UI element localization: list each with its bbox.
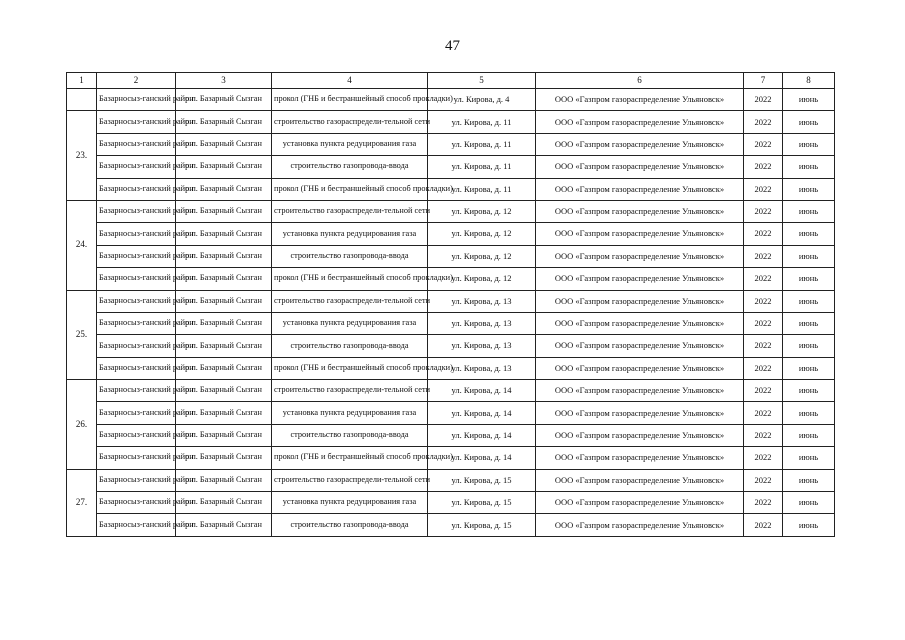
- month-cell: июнь: [783, 402, 835, 424]
- month-cell: июнь: [783, 156, 835, 178]
- table-row: [67, 268, 835, 290]
- work-type-cell: строительство газораспредели-тельной сети: [272, 200, 428, 222]
- year-cell: 2022: [744, 447, 783, 469]
- table-row: [67, 380, 835, 402]
- month-cell: июнь: [783, 357, 835, 379]
- column-header: 7: [744, 73, 783, 89]
- work-type-cell: строительство газопровода-ввода: [272, 156, 428, 178]
- table-row: [67, 312, 835, 334]
- year-cell: 2022: [744, 245, 783, 267]
- organization-cell: ООО «Газпром газораспределение Ульяновск»: [536, 156, 744, 178]
- settlement-cell: р.п. Базарный Сызган: [176, 156, 272, 178]
- district-cell: Базарносыз-ганский район: [97, 89, 176, 111]
- organization-cell: ООО «Газпром газораспределение Ульяновск»: [536, 178, 744, 200]
- district-cell: Базарносыз-ганский район: [97, 424, 176, 446]
- work-type-cell: установка пункта редуцирования газа: [272, 312, 428, 334]
- year-cell: 2022: [744, 312, 783, 334]
- settlement-cell: р.п. Базарный Сызган: [176, 514, 272, 536]
- month-cell: июнь: [783, 447, 835, 469]
- address-cell: ул. Кирова, д. 12: [428, 245, 536, 267]
- item-number-cell: 25.: [67, 290, 97, 380]
- year-cell: 2022: [744, 89, 783, 111]
- district-cell: Базарносыз-ганский район: [97, 335, 176, 357]
- district-cell: Базарносыз-ганский район: [97, 178, 176, 200]
- table-row: [67, 178, 835, 200]
- year-cell: 2022: [744, 223, 783, 245]
- address-cell: ул. Кирова, д. 12: [428, 268, 536, 290]
- address-cell: ул. Кирова, д. 11: [428, 156, 536, 178]
- organization-cell: ООО «Газпром газораспределение Ульяновск»: [536, 424, 744, 446]
- settlement-cell: р.п. Базарный Сызган: [176, 492, 272, 514]
- address-cell: ул. Кирова, д. 14: [428, 447, 536, 469]
- item-number-cell: 23.: [67, 111, 97, 201]
- district-cell: Базарносыз-ганский район: [97, 469, 176, 491]
- column-header: 3: [176, 73, 272, 89]
- settlement-cell: р.п. Базарный Сызган: [176, 335, 272, 357]
- month-cell: июнь: [783, 89, 835, 111]
- work-type-cell: строительство газопровода-ввода: [272, 514, 428, 536]
- organization-cell: ООО «Газпром газораспределение Ульяновск»: [536, 357, 744, 379]
- month-cell: июнь: [783, 335, 835, 357]
- address-cell: ул. Кирова, д. 13: [428, 290, 536, 312]
- settlement-cell: р.п. Базарный Сызган: [176, 178, 272, 200]
- month-cell: июнь: [783, 492, 835, 514]
- schedule-table: [66, 72, 835, 537]
- column-header: 4: [272, 73, 428, 89]
- district-cell: Базарносыз-ганский район: [97, 357, 176, 379]
- settlement-cell: р.п. Базарный Сызган: [176, 402, 272, 424]
- table-row: [67, 357, 835, 379]
- year-cell: 2022: [744, 178, 783, 200]
- item-number-cell: 24.: [67, 200, 97, 290]
- settlement-cell: р.п. Базарный Сызган: [176, 469, 272, 491]
- district-cell: Базарносыз-ганский район: [97, 402, 176, 424]
- work-type-cell: прокол (ГНБ и бестраншейный способ прокладки): [272, 89, 428, 111]
- column-header: 8: [783, 73, 835, 89]
- table-row: [67, 514, 835, 536]
- table-row: [67, 89, 835, 111]
- month-cell: июнь: [783, 424, 835, 446]
- work-type-cell: прокол (ГНБ и бестраншейный способ прокладки): [272, 268, 428, 290]
- page-number: 47: [445, 38, 460, 54]
- organization-cell: ООО «Газпром газораспределение Ульяновск»: [536, 492, 744, 514]
- table-row: [67, 245, 835, 267]
- month-cell: июнь: [783, 268, 835, 290]
- settlement-cell: р.п. Базарный Сызган: [176, 245, 272, 267]
- table-row: [67, 290, 835, 312]
- district-cell: Базарносыз-ганский район: [97, 268, 176, 290]
- work-type-cell: строительство газораспредели-тельной сети: [272, 380, 428, 402]
- column-header: 5: [428, 73, 536, 89]
- address-cell: ул. Кирова, д. 4: [428, 89, 536, 111]
- organization-cell: ООО «Газпром газораспределение Ульяновск»: [536, 335, 744, 357]
- work-type-cell: установка пункта редуцирования газа: [272, 223, 428, 245]
- address-cell: ул. Кирова, д. 11: [428, 178, 536, 200]
- month-cell: июнь: [783, 290, 835, 312]
- table-row: [67, 223, 835, 245]
- settlement-cell: р.п. Базарный Сызган: [176, 424, 272, 446]
- month-cell: июнь: [783, 200, 835, 222]
- settlement-cell: р.п. Базарный Сызган: [176, 200, 272, 222]
- settlement-cell: р.п. Базарный Сызган: [176, 268, 272, 290]
- column-header: 1: [67, 73, 97, 89]
- district-cell: Базарносыз-ганский район: [97, 447, 176, 469]
- district-cell: Базарносыз-ганский район: [97, 245, 176, 267]
- month-cell: июнь: [783, 133, 835, 155]
- work-type-cell: строительство газопровода-ввода: [272, 424, 428, 446]
- month-cell: июнь: [783, 111, 835, 133]
- district-cell: Базарносыз-ганский район: [97, 223, 176, 245]
- organization-cell: ООО «Газпром газораспределение Ульяновск»: [536, 514, 744, 536]
- table-row: [67, 424, 835, 446]
- district-cell: Базарносыз-ганский район: [97, 156, 176, 178]
- month-cell: июнь: [783, 245, 835, 267]
- address-cell: ул. Кирова, д. 13: [428, 357, 536, 379]
- district-cell: Базарносыз-ганский район: [97, 514, 176, 536]
- settlement-cell: р.п. Базарный Сызган: [176, 223, 272, 245]
- district-cell: Базарносыз-ганский район: [97, 200, 176, 222]
- organization-cell: ООО «Газпром газораспределение Ульяновск»: [536, 380, 744, 402]
- year-cell: 2022: [744, 290, 783, 312]
- address-cell: ул. Кирова, д. 14: [428, 424, 536, 446]
- work-type-cell: строительство газопровода-ввода: [272, 335, 428, 357]
- address-cell: ул. Кирова, д. 15: [428, 514, 536, 536]
- year-cell: 2022: [744, 335, 783, 357]
- organization-cell: ООО «Газпром газораспределение Ульяновск»: [536, 402, 744, 424]
- settlement-cell: р.п. Базарный Сызган: [176, 133, 272, 155]
- table-header: [67, 73, 835, 89]
- table-row: [67, 335, 835, 357]
- address-cell: ул. Кирова, д. 11: [428, 111, 536, 133]
- table-row: [67, 200, 835, 222]
- work-type-cell: строительство газораспредели-тельной сети: [272, 469, 428, 491]
- address-cell: ул. Кирова, д. 12: [428, 200, 536, 222]
- month-cell: июнь: [783, 178, 835, 200]
- work-type-cell: установка пункта редуцирования газа: [272, 402, 428, 424]
- organization-cell: ООО «Газпром газораспределение Ульяновск»: [536, 469, 744, 491]
- item-number-cell: 26.: [67, 380, 97, 470]
- work-type-cell: строительство газопровода-ввода: [272, 245, 428, 267]
- settlement-cell: р.п. Базарный Сызган: [176, 312, 272, 334]
- district-cell: Базарносыз-ганский район: [97, 111, 176, 133]
- address-cell: ул. Кирова, д. 15: [428, 469, 536, 491]
- settlement-cell: р.п. Базарный Сызган: [176, 447, 272, 469]
- table-row: [67, 156, 835, 178]
- organization-cell: ООО «Газпром газораспределение Ульяновск»: [536, 447, 744, 469]
- district-cell: Базарносыз-ганский район: [97, 290, 176, 312]
- organization-cell: ООО «Газпром газораспределение Ульяновск»: [536, 200, 744, 222]
- month-cell: июнь: [783, 312, 835, 334]
- year-cell: 2022: [744, 111, 783, 133]
- year-cell: 2022: [744, 380, 783, 402]
- address-cell: ул. Кирова, д. 14: [428, 402, 536, 424]
- address-cell: ул. Кирова, д. 13: [428, 312, 536, 334]
- year-cell: 2022: [744, 402, 783, 424]
- header-row: [67, 73, 835, 89]
- year-cell: 2022: [744, 268, 783, 290]
- settlement-cell: р.п. Базарный Сызган: [176, 111, 272, 133]
- organization-cell: ООО «Газпром газораспределение Ульяновск»: [536, 223, 744, 245]
- work-type-cell: прокол (ГНБ и бестраншейный способ прокладки): [272, 357, 428, 379]
- district-cell: Базарносыз-ганский район: [97, 133, 176, 155]
- table-row: [67, 447, 835, 469]
- column-header: 2: [97, 73, 176, 89]
- organization-cell: ООО «Газпром газораспределение Ульяновск»: [536, 268, 744, 290]
- work-type-cell: установка пункта редуцирования газа: [272, 492, 428, 514]
- organization-cell: ООО «Газпром газораспределение Ульяновск»: [536, 290, 744, 312]
- year-cell: 2022: [744, 424, 783, 446]
- table-row: [67, 469, 835, 491]
- column-header: 6: [536, 73, 744, 89]
- settlement-cell: р.п. Базарный Сызган: [176, 380, 272, 402]
- month-cell: июнь: [783, 380, 835, 402]
- organization-cell: ООО «Газпром газораспределение Ульяновск»: [536, 312, 744, 334]
- item-number-cell: 27.: [67, 469, 97, 536]
- table-row: [67, 402, 835, 424]
- work-type-cell: строительство газораспредели-тельной сети: [272, 290, 428, 312]
- address-cell: ул. Кирова, д. 14: [428, 380, 536, 402]
- address-cell: ул. Кирова, д. 13: [428, 335, 536, 357]
- month-cell: июнь: [783, 514, 835, 536]
- organization-cell: ООО «Газпром газораспределение Ульяновск»: [536, 111, 744, 133]
- work-type-cell: строительство газораспредели-тельной сети: [272, 111, 428, 133]
- year-cell: 2022: [744, 469, 783, 491]
- work-type-cell: прокол (ГНБ и бестраншейный способ прокладки): [272, 178, 428, 200]
- settlement-cell: р.п. Базарный Сызган: [176, 89, 272, 111]
- settlement-cell: р.п. Базарный Сызган: [176, 290, 272, 312]
- work-type-cell: прокол (ГНБ и бестраншейный способ прокладки): [272, 447, 428, 469]
- settlement-cell: р.п. Базарный Сызган: [176, 357, 272, 379]
- table-row: [67, 492, 835, 514]
- year-cell: 2022: [744, 156, 783, 178]
- organization-cell: ООО «Газпром газораспределение Ульяновск»: [536, 89, 744, 111]
- address-cell: ул. Кирова, д. 11: [428, 133, 536, 155]
- year-cell: 2022: [744, 357, 783, 379]
- year-cell: 2022: [744, 133, 783, 155]
- month-cell: июнь: [783, 469, 835, 491]
- district-cell: Базарносыз-ганский район: [97, 312, 176, 334]
- organization-cell: ООО «Газпром газораспределение Ульяновск»: [536, 133, 744, 155]
- year-cell: 2022: [744, 200, 783, 222]
- table-body: [67, 89, 835, 537]
- address-cell: ул. Кирова, д. 12: [428, 223, 536, 245]
- year-cell: 2022: [744, 492, 783, 514]
- organization-cell: ООО «Газпром газораспределение Ульяновск»: [536, 245, 744, 267]
- address-cell: ул. Кирова, д. 15: [428, 492, 536, 514]
- table-row: [67, 133, 835, 155]
- table-row: [67, 111, 835, 133]
- year-cell: 2022: [744, 514, 783, 536]
- work-type-cell: установка пункта редуцирования газа: [272, 133, 428, 155]
- district-cell: Базарносыз-ганский район: [97, 492, 176, 514]
- item-number-cell: [67, 89, 97, 111]
- month-cell: июнь: [783, 223, 835, 245]
- district-cell: Базарносыз-ганский район: [97, 380, 176, 402]
